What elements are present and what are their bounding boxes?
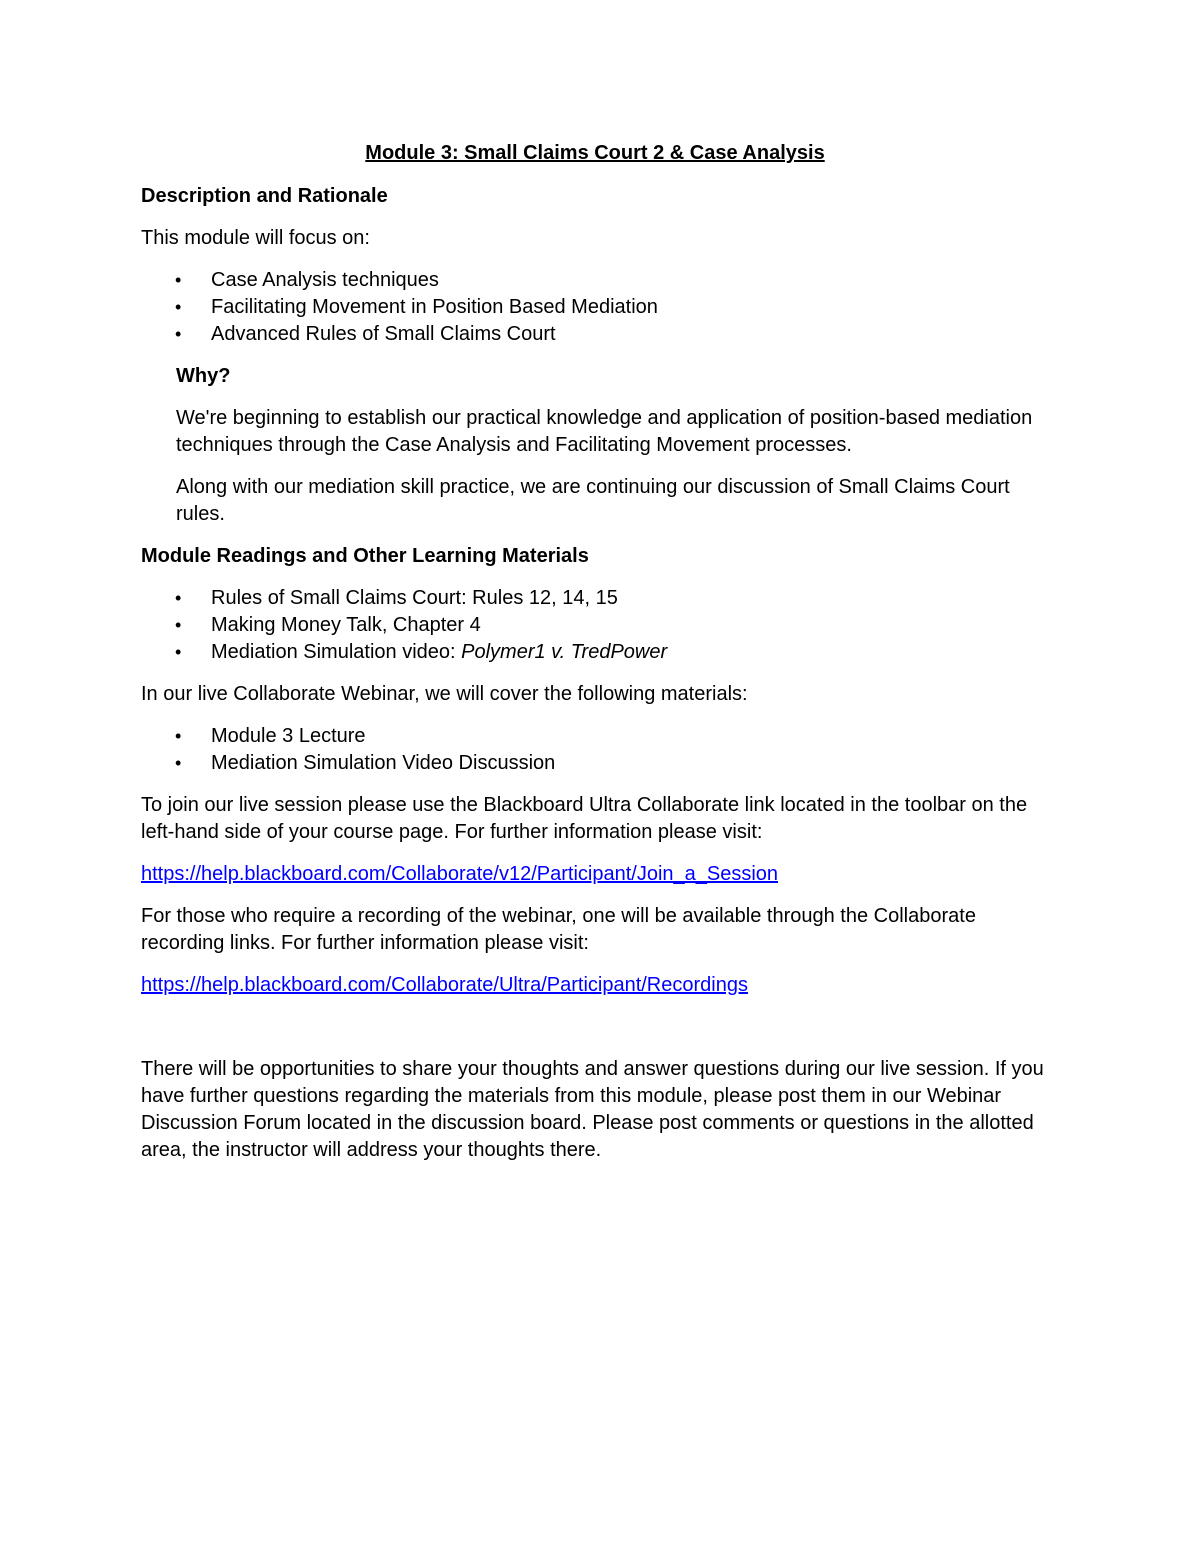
webinar-list: [141, 723, 1061, 777]
spacer: [141, 1014, 1061, 1056]
readings-heading: Module Readings and Other Learning Materials: [141, 545, 589, 567]
bullet-icon: •: [175, 642, 182, 662]
join-session-link[interactable]: https://help.blackboard.com/Collaborate/v12/Participant/Join_a_Session: [141, 863, 779, 885]
bullet-icon: •: [175, 297, 182, 317]
join-link-paragraph: [141, 861, 1061, 888]
bullet-icon: •: [175, 615, 182, 635]
list-item: • Facilitating Movement in Position Based Mediation: [141, 294, 1061, 321]
why-heading: Why?: [176, 365, 231, 387]
list-item: • Module 3 Lecture: [141, 723, 1061, 750]
recording-link-paragraph: [141, 972, 1061, 999]
bullet-icon: •: [175, 753, 182, 773]
list-item: • Case Analysis techniques: [141, 267, 1061, 294]
webinar-intro: In our live Collaborate Webinar, we will cover the following materials:: [141, 683, 748, 705]
readings-list: [141, 585, 1061, 666]
page-title: Module 3: Small Claims Court 2 & Case Analysis: [365, 142, 825, 164]
bullet-icon: •: [175, 324, 182, 344]
bullet-icon: •: [175, 588, 182, 608]
list-item: • Advanced Rules of Small Claims Court: [141, 321, 1061, 348]
list-item: • Rules of Small Claims Court: Rules 12, 14, 15: [141, 585, 1061, 612]
video-title: Polymer1 v. TredPower: [461, 641, 668, 663]
focus-intro: This module will focus on:: [141, 227, 370, 249]
list-item: • Mediation Simulation Video Discussion: [141, 750, 1061, 777]
bullet-icon: •: [175, 270, 182, 290]
description-heading: Description and Rationale: [141, 185, 388, 207]
bullet-icon: •: [175, 726, 182, 746]
closing-paragraph: There will be opportunities to share your thoughts and answer questions during our live session. If you have further questions regarding the materials from this module, please post them in our Webinar Discussion Forum located in the discussion board. Please post comments or questions in the allotted area, the instructor will address your thoughts there.: [141, 1058, 1044, 1161]
list-item: • Mediation Simulation video: Polymer1 v. TredPower: [141, 639, 1061, 666]
why-section: [141, 363, 1061, 528]
recordings-link[interactable]: https://help.blackboard.com/Collaborate/Ultra/Participant/Recordings: [141, 974, 748, 996]
join-instructions: To join our live session please use the Blackboard Ultra Collaborate link located in the toolbar on the left-hand side of your course page. For further information please visit:: [141, 794, 1028, 843]
why-paragraph: Along with our mediation skill practice, we are continuing our discussion of Small Claims Court rules.: [176, 476, 1010, 525]
why-paragraph: We're beginning to establish our practical knowledge and application of position-based mediation techniques through the Case Analysis and Facilitating Movement processes.: [176, 407, 1033, 456]
list-item: • Making Money Talk, Chapter 4: [141, 612, 1061, 639]
recording-instructions: For those who require a recording of the webinar, one will be available through the Collaborate recording links. For further information please visit:: [141, 905, 976, 954]
document-page: [141, 140, 1061, 1179]
focus-list: [141, 267, 1061, 348]
